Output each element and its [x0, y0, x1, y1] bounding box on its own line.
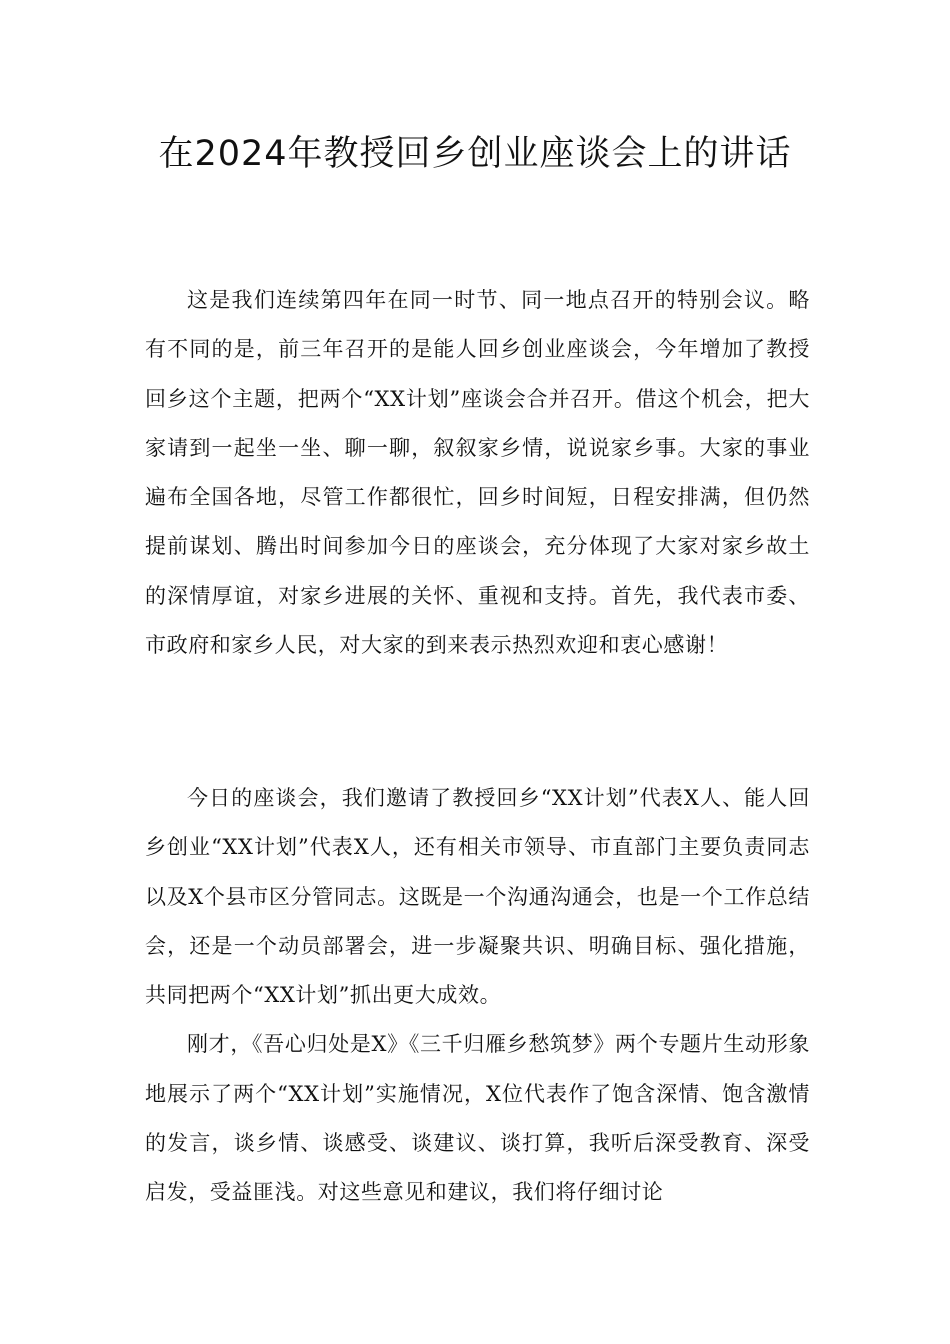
body-block-2	[145, 774, 810, 1218]
document-title: 在2024年教授回乡创业座谈会上的讲话	[158, 134, 792, 174]
paragraph-1: 这是我们连续第四年在同一时节、同一地点召开的特别会议。略有不同的是，前三年召开的是能人回乡创业座谈会，今年增加了教授回乡这个主题，把两个“XX计划”座谈会合并召开。借这个机会，把大家请到一起坐一坐、聊一聊，叙叙家乡情，说说家乡事。大家的事业遍布全国各地，尽管工作都很忙，回乡时间短，日程安排满，但仍然提前谋划、腾出时间参加今日的座谈会，充分体现了大家对家乡故土的深情厚谊，对家乡进展的关怀、重视和支持。首先，我代表市委、市政府和家乡人民，对大家的到来表示热烈欢迎和衷心感谢！	[145, 288, 810, 658]
paragraph-2: 今日的座谈会，我们邀请了教授回乡“XX计划”代表X人、能人回乡创业“XX计划”代表X人，还有相关市领导、市直部门主要负责同志以及X个县市区分管同志。这既是一个沟通沟通会，也是一个工作总结会，还是一个动员部署会，进一步凝聚共识、明确目标、强化措施，共同把两个“XX计划”抓出更大成效。	[145, 786, 810, 1008]
body-block-1	[145, 276, 810, 670]
paragraph-3: 刚才，《吾心归处是X》《三千归雁乡愁筑梦》两个专题片生动形象地展示了两个“XX计划”实施情况，X位代表作了饱含深情、饱含激情的发言，谈乡情、谈感受、谈建议、谈打算，我听后深受教育、深受启发，受益匪浅。对这些意见和建议，我们将仔细讨论	[145, 1032, 810, 1205]
